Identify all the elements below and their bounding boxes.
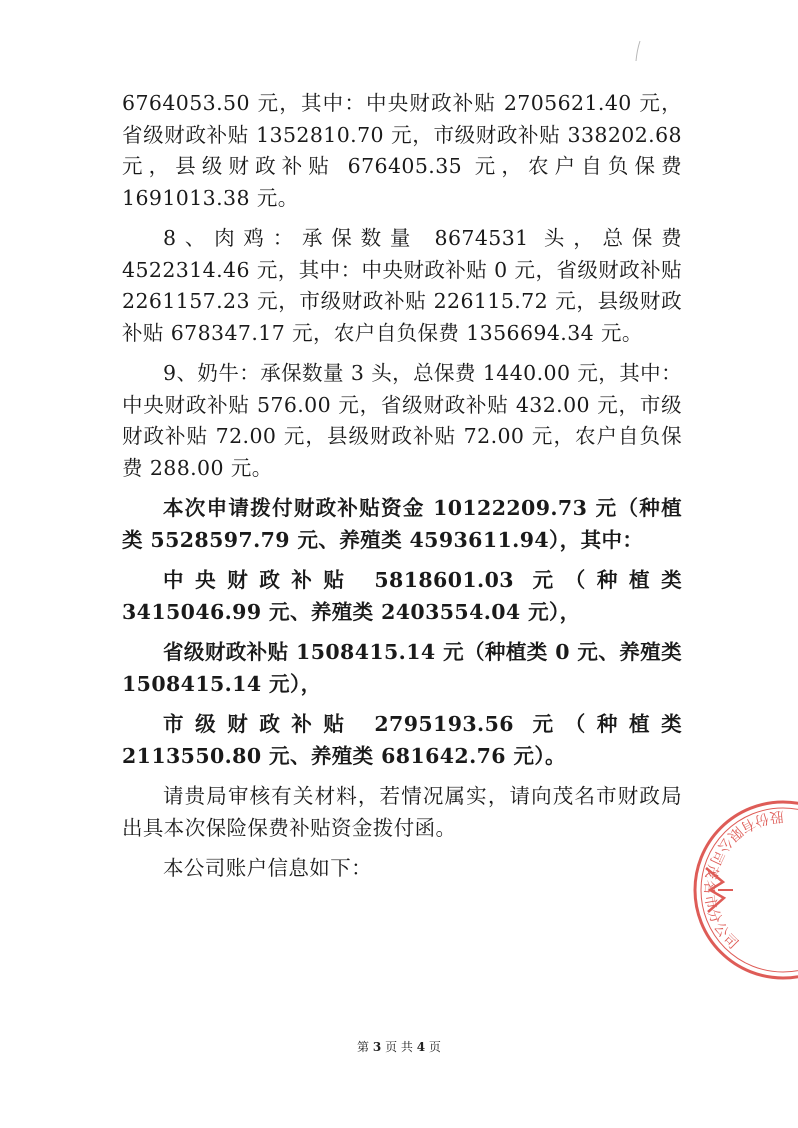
footer-total-pages: 4 [416,1040,426,1054]
paragraph-municipal-subsidy: 市级财政补贴 2795193.56 元（种植类 2113550.80 元、养殖类 681642.76 元）。 [122,712,682,768]
footer-middle: 页 共 [385,1040,413,1054]
company-seal [688,790,798,990]
paragraph-request: 请贵局审核有关材料，若情况属实，请向茂名市财政局出具本次保险保费补贴资金拨付函。 [122,784,682,840]
paragraph-total-request: 本次申请拨付财政补贴资金 10122209.73 元（种植类 5528597.79 元、养殖类 4593611.94），其中： [122,496,682,552]
document-body [122,88,682,894]
paragraph-account-info: 本公司账户信息如下： [163,856,372,880]
seal-text: 股份有限公司茂名市分公司 [700,807,785,954]
footer-page-number: 3 [372,1040,382,1054]
paragraph-provincial-subsidy: 省级财政补贴 1508415.14 元（种植类 0 元、养殖类 1508415.14 元）， [122,640,682,696]
page-footer [0,1038,798,1055]
scan-mark [634,40,642,62]
paragraph-continuation: 6764053.50 元，其中：中央财政补贴 2705621.40 元，省级财政补贴 1352810.70 元，市级财政补贴 338202.68 元，县级财政补贴 676405.35 元，农户自负保费 1691013.38 元。 [122,91,682,210]
svg-text:股份有限公司茂名市分公司 [701,808,784,954]
paragraph-dairy-cow: 9、奶牛：承保数量 3 头，总保费 1440.00 元，其中：中央财政补贴 576.00 元，省级财政补贴 432.00 元，市级财政补贴 72.00 元，县级财政补贴 72.00 元，农户自负保费 288.00 元。 [122,361,682,480]
paragraph-broiler: 8、肉鸡：承保数量 8674531 头，总保费 4522314.46 元，其中：中央财政补贴 0 元，省级财政补贴 2261157.23 元，市级财政补贴 226115.72 元，县级财政补贴 678347.17 元，农户自负保费 1356694.34 元。 [122,226,682,345]
footer-suffix: 页 [428,1040,441,1054]
paragraph-central-subsidy: 中央财政补贴 5818601.03 元（种植类 3415046.99 元、养殖类 2403554.04 元）， [122,568,682,624]
footer-prefix: 第 [357,1040,370,1054]
